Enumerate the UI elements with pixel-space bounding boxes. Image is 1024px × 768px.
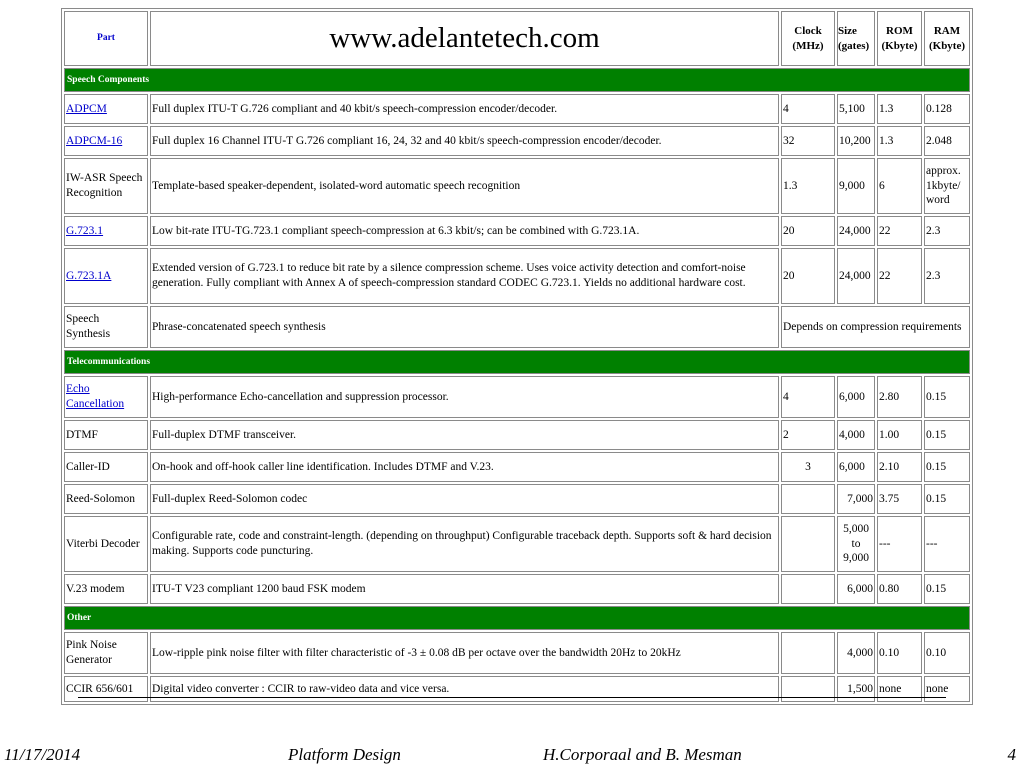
description-cell: Template-based speaker-dependent, isolated-word automatic speech recognition — [150, 158, 779, 214]
footer-divider — [78, 697, 946, 698]
description-cell: Phrase-concatenated speech synthesis — [150, 306, 779, 348]
table-row — [64, 452, 970, 482]
size-cell: 6,000 — [837, 376, 875, 418]
section-title-speech: Speech Components — [64, 68, 970, 92]
rom-cell: 2.80 — [877, 376, 922, 418]
header-row — [64, 11, 970, 66]
footer-title: Platform Design — [288, 745, 401, 764]
size-cell: 1,500 — [837, 676, 875, 702]
description-cell: Digital video converter : CCIR to raw-video data and vice versa. — [150, 676, 779, 702]
section-title-telecom: Telecommunications — [64, 350, 970, 374]
header-website: www.adelantetech.com — [150, 11, 779, 66]
clock-cell: 20 — [781, 216, 835, 246]
table-row — [64, 94, 970, 124]
part-cell: DTMF — [64, 420, 148, 450]
rom-cell: 1.3 — [877, 126, 922, 156]
size-cell: 5,100 — [837, 94, 875, 124]
table-row — [64, 216, 970, 246]
description-cell: Low bit-rate ITU-TG.723.1 compliant speech-compression at 6.3 kbit/s; can be combined with G.723.1A. — [150, 216, 779, 246]
part-cell: Pink Noise Generator — [64, 632, 148, 674]
clock-cell: 4 — [781, 94, 835, 124]
rom-cell: 6 — [877, 158, 922, 214]
clock-cell — [781, 632, 835, 674]
size-cell: 7,000 — [837, 484, 875, 514]
rom-cell: none — [877, 676, 922, 702]
rom-cell: 3.75 — [877, 484, 922, 514]
table-row — [64, 632, 970, 674]
description-cell: ITU-T V23 compliant 1200 baud FSK modem — [150, 574, 779, 604]
clock-cell: 1.3 — [781, 158, 835, 214]
size-cell: 24,000 — [837, 216, 875, 246]
ram-cell: 2.3 — [924, 248, 970, 304]
description-cell: Full duplex ITU-T G.726 compliant and 40 kbit/s speech-compression encoder/decoder. — [150, 94, 779, 124]
part-cell: IW-ASR Speech Recognition — [64, 158, 148, 214]
header-size: Size (gates) — [837, 11, 875, 66]
clock-cell — [781, 484, 835, 514]
part-link-g7231a[interactable]: G.723.1A — [66, 269, 112, 282]
section-row-telecom — [64, 350, 970, 374]
ram-cell: approx. 1kbyte/ word — [924, 158, 970, 214]
size-cell: 10,200 — [837, 126, 875, 156]
description-cell: On-hook and off-hook caller line identification. Includes DTMF and V.23. — [150, 452, 779, 482]
ram-cell: 0.15 — [924, 484, 970, 514]
table-row — [64, 420, 970, 450]
table-row — [64, 158, 970, 214]
part-cell: Viterbi Decoder — [64, 516, 148, 572]
ram-cell: 0.15 — [924, 376, 970, 418]
clock-cell: 2 — [781, 420, 835, 450]
footer-date: 11/17/2014 — [4, 745, 81, 764]
description-cell: High-performance Echo-cancellation and suppression processor. — [150, 376, 779, 418]
part-cell — [64, 248, 148, 304]
clock-cell — [781, 574, 835, 604]
clock-cell: 4 — [781, 376, 835, 418]
rom-cell: --- — [877, 516, 922, 572]
table-row — [64, 248, 970, 304]
table-row — [64, 516, 970, 572]
clock-cell: 3 — [781, 452, 835, 482]
size-cell: 5,000 to 9,000 — [837, 516, 875, 572]
section-row-speech — [64, 68, 970, 92]
size-cell: 4,000 — [837, 420, 875, 450]
page-number: 4 — [1007, 745, 1016, 764]
header-rom: ROM (Kbyte) — [877, 11, 922, 66]
part-link-echo-cancellation[interactable]: Echo Cancellation — [66, 383, 125, 410]
size-cell: 6,000 — [837, 574, 875, 604]
ram-cell: --- — [924, 516, 970, 572]
size-cell: 6,000 — [837, 452, 875, 482]
part-link-g7231[interactable]: G.723.1 — [66, 224, 104, 237]
table-row — [64, 126, 970, 156]
part-cell — [64, 216, 148, 246]
part-link-adpcm[interactable]: ADPCM — [66, 102, 107, 115]
ram-cell: 0.15 — [924, 420, 970, 450]
rom-cell: 0.80 — [877, 574, 922, 604]
clock-cell: 20 — [781, 248, 835, 304]
part-cell — [64, 126, 148, 156]
part-link-adpcm-16[interactable]: ADPCM-16 — [66, 134, 123, 147]
rom-cell: 0.10 — [877, 632, 922, 674]
clock-cell — [781, 516, 835, 572]
table-row — [64, 376, 970, 418]
table-row — [64, 676, 970, 702]
clock-cell — [781, 676, 835, 702]
description-cell: Low-ripple pink noise filter with filter characteristic of -3 ± 0.08 dB per octave over the bandwidth 20Hz to 20kHz — [150, 632, 779, 674]
part-cell: Reed-Solomon — [64, 484, 148, 514]
section-row-other — [64, 606, 970, 630]
size-cell: 24,000 — [837, 248, 875, 304]
header-clock: Clock (MHz) — [781, 11, 835, 66]
table-row — [64, 484, 970, 514]
part-cell: V.23 modem — [64, 574, 148, 604]
part-cell: CCIR 656/601 — [64, 676, 148, 702]
size-cell: 4,000 — [837, 632, 875, 674]
description-cell: Full-duplex DTMF transceiver. — [150, 420, 779, 450]
footer-authors: H.Corporaal and B. Mesman — [543, 745, 742, 764]
clock-cell: 32 — [781, 126, 835, 156]
part-cell — [64, 94, 148, 124]
description-cell: Full duplex 16 Channel ITU-T G.726 compliant 16, 24, 32 and 40 kbit/s speech-compression encoder/decoder. — [150, 126, 779, 156]
ram-cell: 0.128 — [924, 94, 970, 124]
ram-cell: 0.10 — [924, 632, 970, 674]
ram-cell: none — [924, 676, 970, 702]
ram-cell: 2.3 — [924, 216, 970, 246]
size-cell: 9,000 — [837, 158, 875, 214]
rom-cell: 22 — [877, 216, 922, 246]
ram-cell: 2.048 — [924, 126, 970, 156]
rom-cell: 22 — [877, 248, 922, 304]
table-row — [64, 306, 970, 348]
part-cell: Speech Synthesis — [64, 306, 148, 348]
rom-cell: 1.00 — [877, 420, 922, 450]
description-cell: Full-duplex Reed-Solomon codec — [150, 484, 779, 514]
description-cell: Configurable rate, code and constraint-length. (depending on throughput) Configurable traceback depth. Supports soft & hard decision making. Supports code puncturing. — [150, 516, 779, 572]
spanned-note-cell: Depends on compression requirements — [781, 306, 970, 348]
header-part: Part — [64, 11, 148, 66]
header-ram: RAM (Kbyte) — [924, 11, 970, 66]
table-row — [64, 574, 970, 604]
section-title-other: Other — [64, 606, 970, 630]
ram-cell: 0.15 — [924, 574, 970, 604]
description-cell: Extended version of G.723.1 to reduce bit rate by a silence compression scheme. Uses voice activity detection and comfort-noise generation. Fully compliant with Annex A of speech-compression standard CODEC G.723.1. Yields no additional hardware cost. — [150, 248, 779, 304]
rom-cell: 2.10 — [877, 452, 922, 482]
ram-cell: 0.15 — [924, 452, 970, 482]
rom-cell: 1.3 — [877, 94, 922, 124]
ip-core-table — [61, 8, 973, 705]
part-cell — [64, 376, 148, 418]
part-cell: Caller-ID — [64, 452, 148, 482]
